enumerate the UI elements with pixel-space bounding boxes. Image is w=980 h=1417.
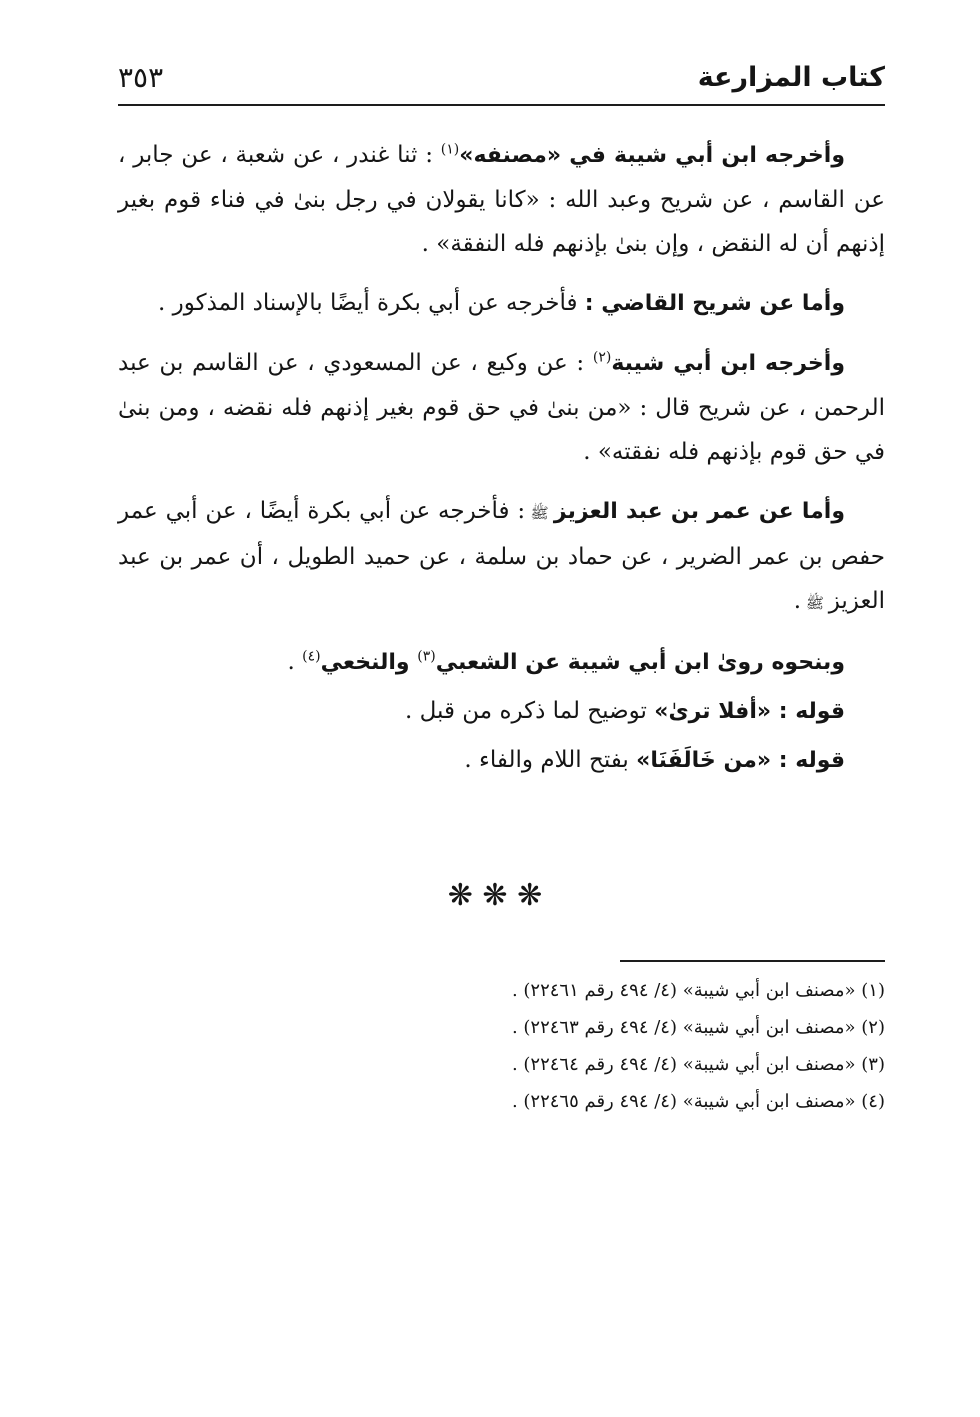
footnotes [118,972,885,1120]
paragraph-5-lead-b: والنخعي [320,650,418,675]
paragraph-2 [118,281,885,326]
running-head: كتاب المزارعة [697,62,885,93]
paragraph-6-text: توضيح لما ذكره من قبل . [405,698,655,724]
paragraph-3 [118,341,885,474]
paragraph-2-lead: وأما عن شريح القاضي : [584,291,845,316]
footnote-rule [620,960,885,962]
paragraph-6 [118,689,885,734]
honorific-mark: ﷺ [525,504,554,522]
footnote-3: (٣) «مصنف ابن أبي شيبة» (٤/ ٤٩٤ رقم ٢٢٤٦٤) . [511,1054,885,1075]
paragraph-4-text: : فأخرجه عن أبي بكرة أيضًا ، عن أبي عمر حفص بن عمر الضرير ، عن حماد بن سلمة ، عن حميد الطويل ، أن عمر بن عبد العزيز [118,498,885,614]
paragraph-5-lead-a: وبنحوه روىٰ ابن أبي شيبة عن الشعبي [435,650,845,675]
footnote-ref-3: (٣) [417,648,436,665]
paragraph-4 [118,489,885,625]
paragraph-7 [118,738,885,783]
main-text [118,133,885,787]
paragraph-3-text: : عن وكيع ، عن المسعودي ، عن القاسم بن عبد الرحمن ، عن شريح قال : «من بنىٰ في حق قوم بغير إذنهم فله نقضه ، ومن بنىٰ في حق قوم بإذنهم فله نفقته» . [118,350,885,465]
paragraph-7-lead: قوله : «من خَالَفَنَا» [636,748,845,773]
paragraph-3-lead: وأخرجه ابن أبي شيبة [611,351,846,376]
section-separator: ❋ ❋ ❋ [447,878,543,913]
page-number: ٣٥٣ [118,61,164,94]
footnote-ref-2: (٢) [592,349,612,366]
paragraph-2-text: فأخرجه عن أبي بكرة أيضًا بالإسناد المذكور . [158,290,585,316]
footnote-1: (١) «مصنف ابن أبي شيبة» (٤/ ٤٩٤ رقم ٢٢٤٦١) . [511,980,885,1001]
paragraph-1 [118,133,885,266]
paragraph-4-tail: . [793,588,802,614]
paragraph-6-lead: قوله : «أفلا ترىٰ» [654,699,845,724]
paragraph-1-text: : ثنا غندر ، عن شعبة ، عن جابر ، عن القاسم ، عن شريح وعبد الله : «كانا يقولان في رجل بنىٰ في فناء قوم بغير إذنهم أن له النقض ، وإن بنىٰ بإذنهم فله النفقة» . [118,142,885,257]
paragraph-7-text: بفتح اللام والفاء . [464,747,637,773]
footnote-4: (٤) «مصنف ابن أبي شيبة» (٤/ ٤٩٤ رقم ٢٢٤٦٥) . [511,1091,885,1112]
paragraph-5 [118,640,885,685]
header-rule [118,104,885,106]
paragraph-5-tail: . [287,649,303,675]
footnote-ref-4: (٤) [302,648,321,665]
paragraph-4-lead: وأما عن عمر بن عبد العزيز [553,499,846,524]
honorific-mark-end: ﷺ [801,594,829,612]
footnote-2: (٢) «مصنف ابن أبي شيبة» (٤/ ٤٩٤ رقم ٢٢٤٦٣) . [511,1017,885,1038]
page-header [118,58,885,108]
footnote-ref-1: (١) [440,141,460,158]
paragraph-1-lead: وأخرجه ابن أبي شيبة في «مصنفه» [459,143,846,168]
